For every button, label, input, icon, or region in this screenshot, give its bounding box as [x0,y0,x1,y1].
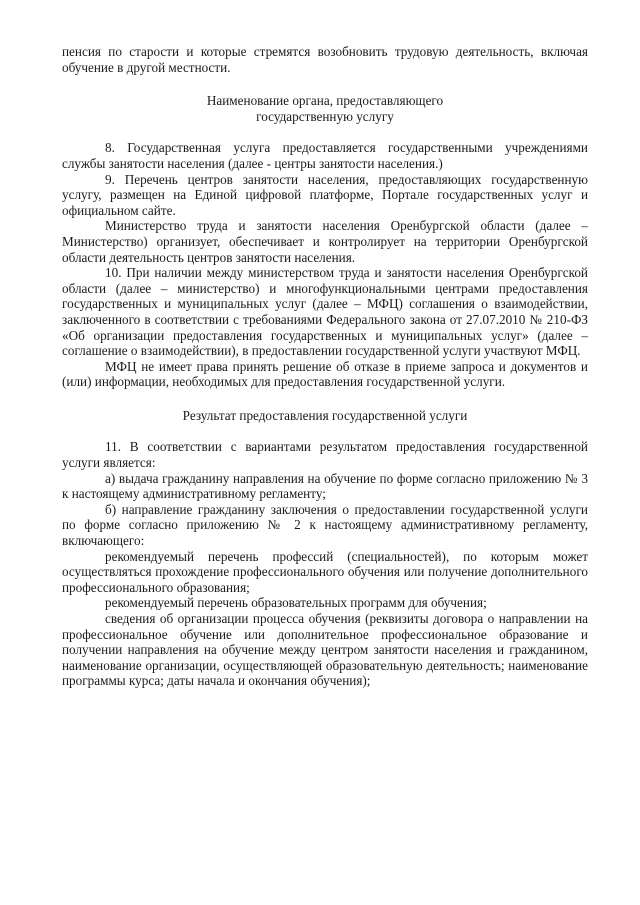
paragraph-subitem-b: б) направление гражданину заключения о предоставлении государственной услуги по форме согласно приложению № 2 к настоящему административному регламенту, включающего: [62,501,588,549]
section-heading-organ [62,93,588,124]
section-heading-result: Результат предоставления государственной услуги [182,407,468,423]
paragraph-training-info: сведения об организации процесса обучения (реквизиты договора о направлении на профессиональное обучение или дополнительное профессиональное образование и получении направления на обучение между центром занятости населения и гражданином, наименование организации, осуществляющей образовательную деятельность; наименование программы курса; даты начала и окончания обучения); [62,611,588,689]
spacer [62,423,588,439]
spacer [62,390,588,408]
paragraph-continuation: пенсия по старости и которые стремятся возобновить трудовую деятельность, включая обучение в другой местности. [62,44,588,75]
paragraph-programs: рекомендуемый перечень образовательных программ для обучения; [105,595,487,611]
paragraph-ministry: Министерство труда и занятости населения Оренбургской области (далее – Министерство) организует, обеспечивает и контролирует на территории Оренбургской области деятельность центров занятости населения. [62,218,588,265]
paragraph-item-11: 11. В соответствии с вариантами результатом предоставления государственной услуги является: [62,439,588,471]
paragraph-item-8: 8. Государственная услуга предоставляется государственными учреждениями службы занятости населения (далее - центры занятости населения.) [62,140,588,171]
paragraph-item-10: 10. При наличии между министерством труда и занятости населения Оренбургской области (далее – министерство) и многофункциональными центрами предоставления государственных и муниципальных услуг (далее – МФЦ) соглашения о взаимодействии, заключенного в соответствии с требованиями Федерального закона от 27.07.2010 № 210-ФЗ «Об организации предоставления государственных и муниципальных услуг» (далее – соглашение о взаимодействии), в предоставлении государственной услуги участвуют МФЦ. [62,265,588,359]
spacer [62,124,588,140]
section-organ-body [62,140,588,390]
section-heading-line: государственную услугу [256,108,394,124]
paragraph-subitem-a: а) выдача гражданину направления на обучение по форме согласно приложению № 3 к настоящему административному регламенту; [62,470,588,502]
section-heading-line: Наименование органа, предоставляющего [206,93,444,109]
spacer [62,75,588,93]
paragraph-professions: рекомендуемый перечень профессий (специальностей), по которым может осуществляться прохождение профессионального обучения или получение дополнительного профессионального образования; [62,548,588,595]
paragraph-item-9: 9. Перечень центров занятости населения, предоставляющих государственную услугу, размещен на Единой цифровой платформе, Портале государственных услуг и официальном сайте. [62,171,588,218]
paragraph-mfc: МФЦ не имеет права принять решение об отказе в приеме запроса и документов и (или) информации, необходимых для предоставления государственной услуги. [62,358,588,390]
section-result-body [62,439,588,689]
